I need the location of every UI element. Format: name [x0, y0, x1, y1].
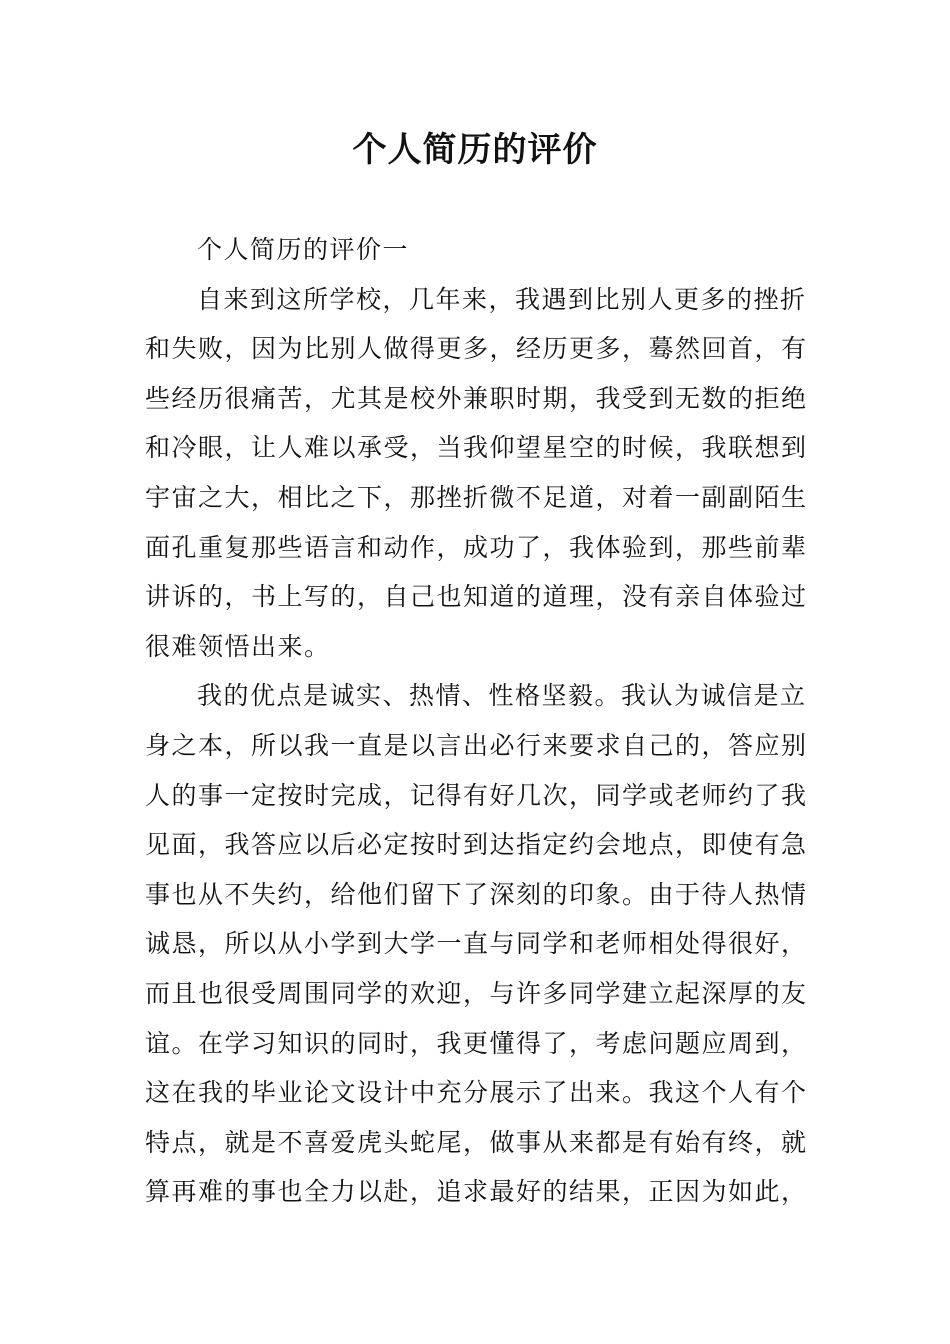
paragraph-line: 见面，我答应以后必定按时到达指定约会地点，即使有急 — [145, 830, 808, 860]
paragraph-line: 而且也很受周围同学的欢迎，与许多同学建立起深厚的友 — [145, 978, 808, 1008]
paragraph-line: 谊。在学习知识的同时，我更懂得了，考虑问题应周到， — [145, 1028, 808, 1058]
paragraph-line: 诚恳，所以从小学到大学一直与同学和老师相处得很好， — [145, 929, 808, 959]
document-title: 个人简历的评价 — [352, 130, 598, 170]
paragraph-line: 人的事一定按时完成，记得有好几次，同学或老师约了我 — [145, 780, 808, 810]
paragraph-line: 自来到这所学校，几年来，我遇到比别人更多的挫折 — [197, 284, 807, 314]
paragraph-line: 很难领悟出来。 — [145, 631, 331, 661]
paragraph-line: 和失败，因为比别人做得更多，经历更多，蓦然回首，有 — [145, 334, 808, 364]
section-heading — [145, 225, 805, 275]
paragraph-line: 和冷眼，让人难以承受，当我仰望星空的时候，我联想到 — [145, 433, 808, 463]
section-heading-text: 个人简历的评价一 — [197, 235, 410, 264]
paragraph-line: 特点，就是不喜爱虎头蛇尾，做事从来都是有始有终，就 — [145, 1127, 808, 1157]
paragraph-line: 些经历很痛苦，尤其是校外兼职时期，我受到无数的拒绝 — [145, 383, 808, 413]
paragraph-line: 身之本，所以我一直是以言出必行来要求自己的，答应别 — [145, 730, 808, 760]
paragraph-line: 算再难的事也全力以赴，追求最好的结果，正因为如此， — [145, 1177, 808, 1207]
document-body — [145, 225, 808, 1217]
paragraph-line: 我的优点是诚实、热情、性格坚毅。我认为诚信是立 — [197, 681, 807, 711]
paragraph-line: 这在我的毕业论文设计中充分展示了出来。我这个人有个 — [145, 1078, 808, 1108]
paragraph-line: 讲诉的，书上写的，自己也知道的道理，没有亲自体验过 — [145, 582, 808, 612]
paragraph-2 — [145, 671, 808, 1217]
paragraph-line: 宇宙之大，相比之下，那挫折微不足道，对着一副副陌生 — [145, 482, 808, 512]
paragraph-line: 事也从不失约，给他们留下了深刻的印象。由于待人热情 — [145, 879, 808, 909]
paragraph-1 — [145, 275, 808, 672]
paragraph-line: 面孔重复那些语言和动作，成功了，我体验到，那些前辈 — [145, 532, 808, 562]
